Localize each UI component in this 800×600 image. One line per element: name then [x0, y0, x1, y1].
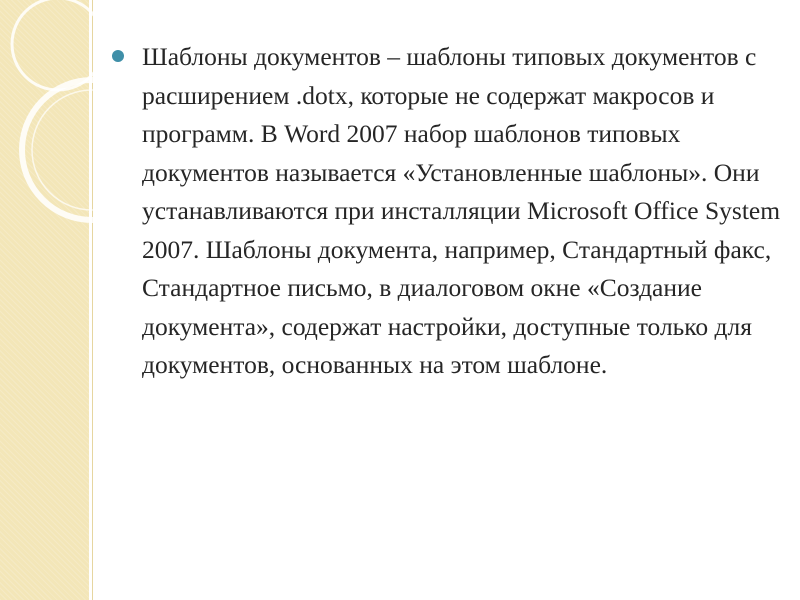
bullet-paragraph: Шаблоны документов – шаблоны типовых документов с расширением .dotx, которые не содержат макросов и программ. В Word 2007 набор шаблонов типовых документов называется «Установленные шаблоны». Они устанавливаются при инсталляции Microsoft Office System 2007. Шаблоны документа, например, Стандартный факс, Стандартное письмо, в диалоговом окне «Создание документа», содержат настройки, доступные только для документов, основанных на этом шаблоне. — [142, 42, 781, 379]
deco-circle-inner — [32, 90, 110, 210]
deco-circle-top — [12, 0, 104, 90]
decorative-circles — [0, 0, 110, 260]
bullet-icon — [112, 50, 124, 62]
deco-circle-large — [22, 80, 110, 220]
bullet-list — [112, 38, 784, 385]
